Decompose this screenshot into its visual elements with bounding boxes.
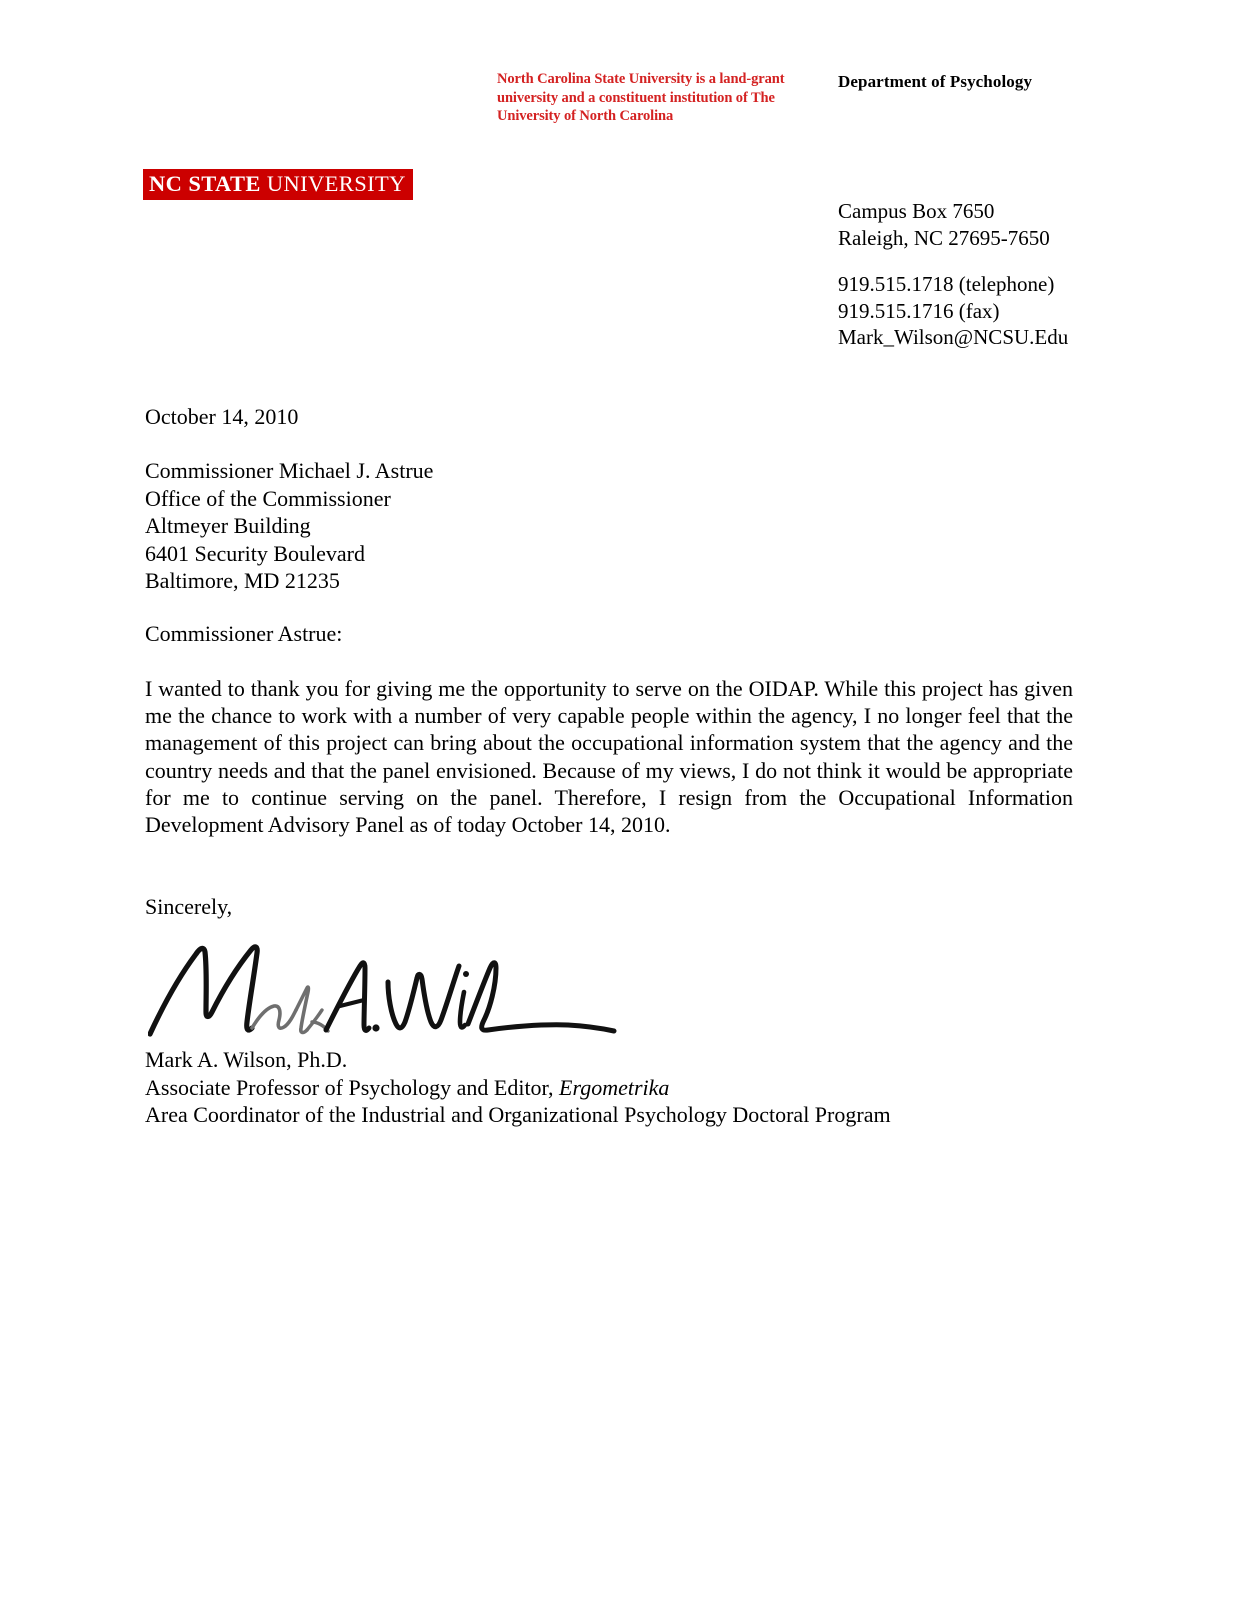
logo-regular-text: UNIVERSITY [266,171,406,196]
contact-telephone: 919.515.1718 (telephone) [838,272,1055,296]
signer-role: Area Coordinator of the Industrial and Organizational Psychology Doctoral Program [145,1102,891,1127]
signer-block [145,1046,891,1129]
department-heading: Department of Psychology [838,72,1033,91]
salutation: Commissioner Astrue: [145,621,343,646]
nc-state-logo [143,169,413,200]
signer-name: Mark A. Wilson, Ph.D. [145,1047,348,1072]
letterhead-tagline: North Carolina State University is a land-grant university and a constituent institution of The University of North Carolina [497,71,785,124]
recipient-line: 6401 Security Boulevard [145,540,365,566]
contact-email: Mark_Wilson@NCSU.Edu [838,325,1069,349]
contact-fax: 919.515.1716 (fax) [838,298,1000,323]
recipient-address-block [145,457,433,595]
recipient-line: Office of the Commissioner [145,485,391,511]
recipient-line: Baltimore, MD 21235 [145,568,340,593]
recipient-line: Altmeyer Building [145,513,311,538]
signer-title-prefix: Associate Professor of Psychology and Editor, [145,1074,560,1100]
letter-date: October 14, 2010 [145,404,299,429]
letter-body-paragraph: I wanted to thank you for giving me the opportunity to serve on the OIDAP. While this project has given me the chance to work with a number of very capable people within the agency, I no longer feel that the management of this project can bring about the occupational information system that the agency and the country needs and that the panel envisioned. Because of my views, I do not think it would be appropriate for me to continue serving on the panel. Therefore, I resign from the Occupational Information Development Advisory Panel as of today October 14, 2010. [145,676,1073,838]
signature-image [148,930,628,1040]
contact-city-state-zip: Raleigh, NC 27695-7650 [838,225,1050,250]
signer-title [145,1074,891,1102]
signer-journal-name: Ergometrika [559,1074,670,1100]
closing: Sincerely, [145,894,233,919]
contact-block [838,198,1068,351]
contact-spacer [838,251,1068,271]
logo-bold-text: NC STATE [149,171,261,196]
contact-campus-box: Campus Box 7650 [838,199,995,223]
recipient-line: Commissioner Michael J. Astrue [145,458,434,483]
